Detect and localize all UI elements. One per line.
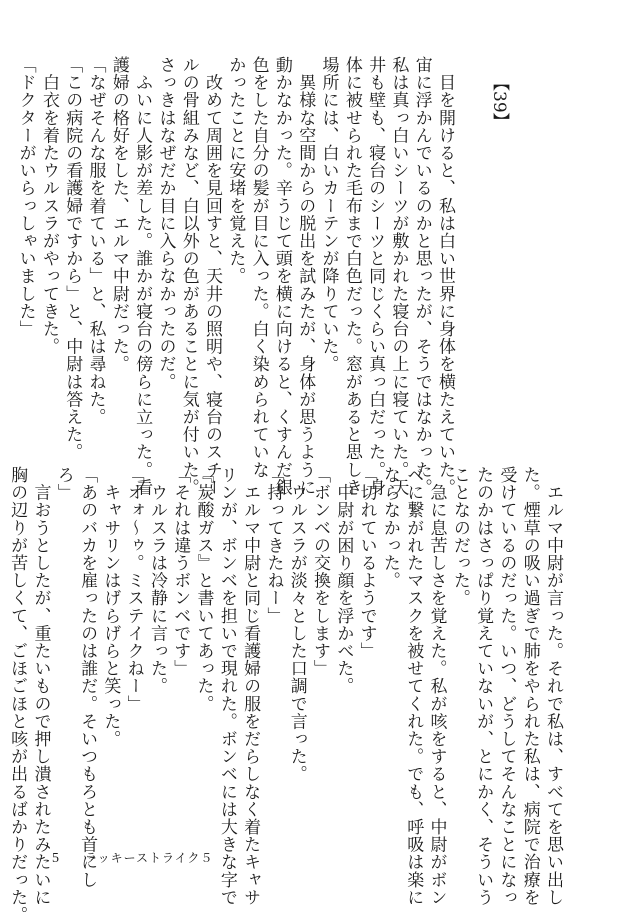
text-line: た。煙草の吸い過ぎで肺をやられた私は、病院で治療を xyxy=(519,466,540,906)
text-line: 動かなかった。辛うじて頭を横に向けると、くすんだ銀 xyxy=(271,56,292,496)
upper-text-block xyxy=(15,56,456,496)
text-line: 「それは違うボンベです」 xyxy=(170,466,191,678)
text-line: ウルスラが淡々とした口調で言った。 xyxy=(286,466,307,783)
text-line: 場所には、白いカーテンが降りていた。 xyxy=(318,56,339,373)
text-line: かったことに安堵を覚えた。 xyxy=(225,56,246,285)
text-line: 色をした自分の髪が目に入った。白く染められていな xyxy=(248,56,269,479)
text-line: 「オォ～ゥ。ミステイクねー」 xyxy=(123,466,144,713)
text-line: 『炭酸ガス』と書いてあった。 xyxy=(193,466,214,713)
text-line: 「持ってきたねー」 xyxy=(263,466,284,625)
page-number: 5 xyxy=(52,851,59,866)
text-line: ろ」 xyxy=(53,466,74,502)
text-line: ルの骨組みなど、白以外の色があることに気が付いた。 xyxy=(178,56,199,496)
text-line: 「ボンベの交換をします」 xyxy=(310,466,331,678)
book-title: ラッキーストライク５ xyxy=(84,851,214,865)
text-line: 「ドクターがいらっしゃいました」 xyxy=(15,56,36,338)
text-line: エルマ中尉と同じ看護婦の服をだらしなく着たキャサ xyxy=(240,466,261,906)
text-line: たのかはさっぱり覚えていないが、とにかく、そういう xyxy=(473,466,494,906)
text-line: 「切れているようです」 xyxy=(356,466,377,660)
text-line: ならなかった。 xyxy=(379,466,400,590)
text-line: ことなのだった。 xyxy=(449,466,470,607)
text-line: ふいに人影が差した。誰かが寝台の傍らに立った。看 xyxy=(132,56,153,496)
text-line: さっきはなぜだか目に入らなかったのだ。 xyxy=(155,56,176,391)
text-line: 目を開けると、私は白い世界に身体を横たえていた。 xyxy=(435,56,455,496)
text-line: 言おうとしたが、重たいもので押し潰されたみたいに xyxy=(30,466,51,906)
text-line: 体に被せられた毛布まで白色だった。窓があると思しき xyxy=(341,56,362,496)
text-line: キャサリンはげらげらと笑った。 xyxy=(100,466,121,748)
text-line: 胸の辺りが苦しくて、ごほごほと咳が出るばかりだった。 xyxy=(7,466,28,924)
text-line: 宙に浮かんでいるのかと思ったが、そうではなかった。 xyxy=(411,56,432,496)
text-line: 受けているのだった。いつ、どうしてそんなことになっ xyxy=(496,466,517,906)
text-line: 護婦の格好をした、エルマ中尉だった。 xyxy=(108,56,129,373)
text-line: ウルスラは冷静に言った。 xyxy=(146,466,167,695)
text-line: 改めて周囲を見回すと、天井の照明や、寝台のスチー xyxy=(202,56,223,496)
text-line: 急に息苦しさを覚えた。私が咳をすると、中尉がボン xyxy=(426,466,447,906)
text-line: 白衣を着たウルスラがやってきた。 xyxy=(38,56,59,356)
text-line: 中尉が困り顔を浮かべた。 xyxy=(333,466,354,695)
text-line: ベに繋がれたマスクを被せてくれた。でも、呼吸は楽に xyxy=(403,466,424,906)
text-line: 「この病院の看護婦ですから」と、中尉は答えた。 xyxy=(62,56,83,461)
page-footer xyxy=(52,849,213,867)
text-line: エルマ中尉が言った。それで私は、すべてを思い出し xyxy=(543,466,563,906)
text-line: リンが、ボンベを担いで現れた。ボンベには大きな字で xyxy=(216,466,237,906)
text-line: 私は真っ白いシーツが敷かれた寝台の上に寝ていた。天 xyxy=(388,56,409,496)
text-line: 井も壁も、寝台のシーツと同じくらい真っ白だった。身 xyxy=(365,56,386,496)
chapter-heading: 【39】 xyxy=(489,74,509,130)
text-line: 異様な空間からの脱出を試みたが、身体が思うように xyxy=(295,56,316,496)
text-line: 「なぜそんな服を着ている」と、私は尋ねた。 xyxy=(85,56,106,426)
text-line: 「あのバカを雇ったのは誰だ。そいつもろとも首にし xyxy=(77,466,98,889)
